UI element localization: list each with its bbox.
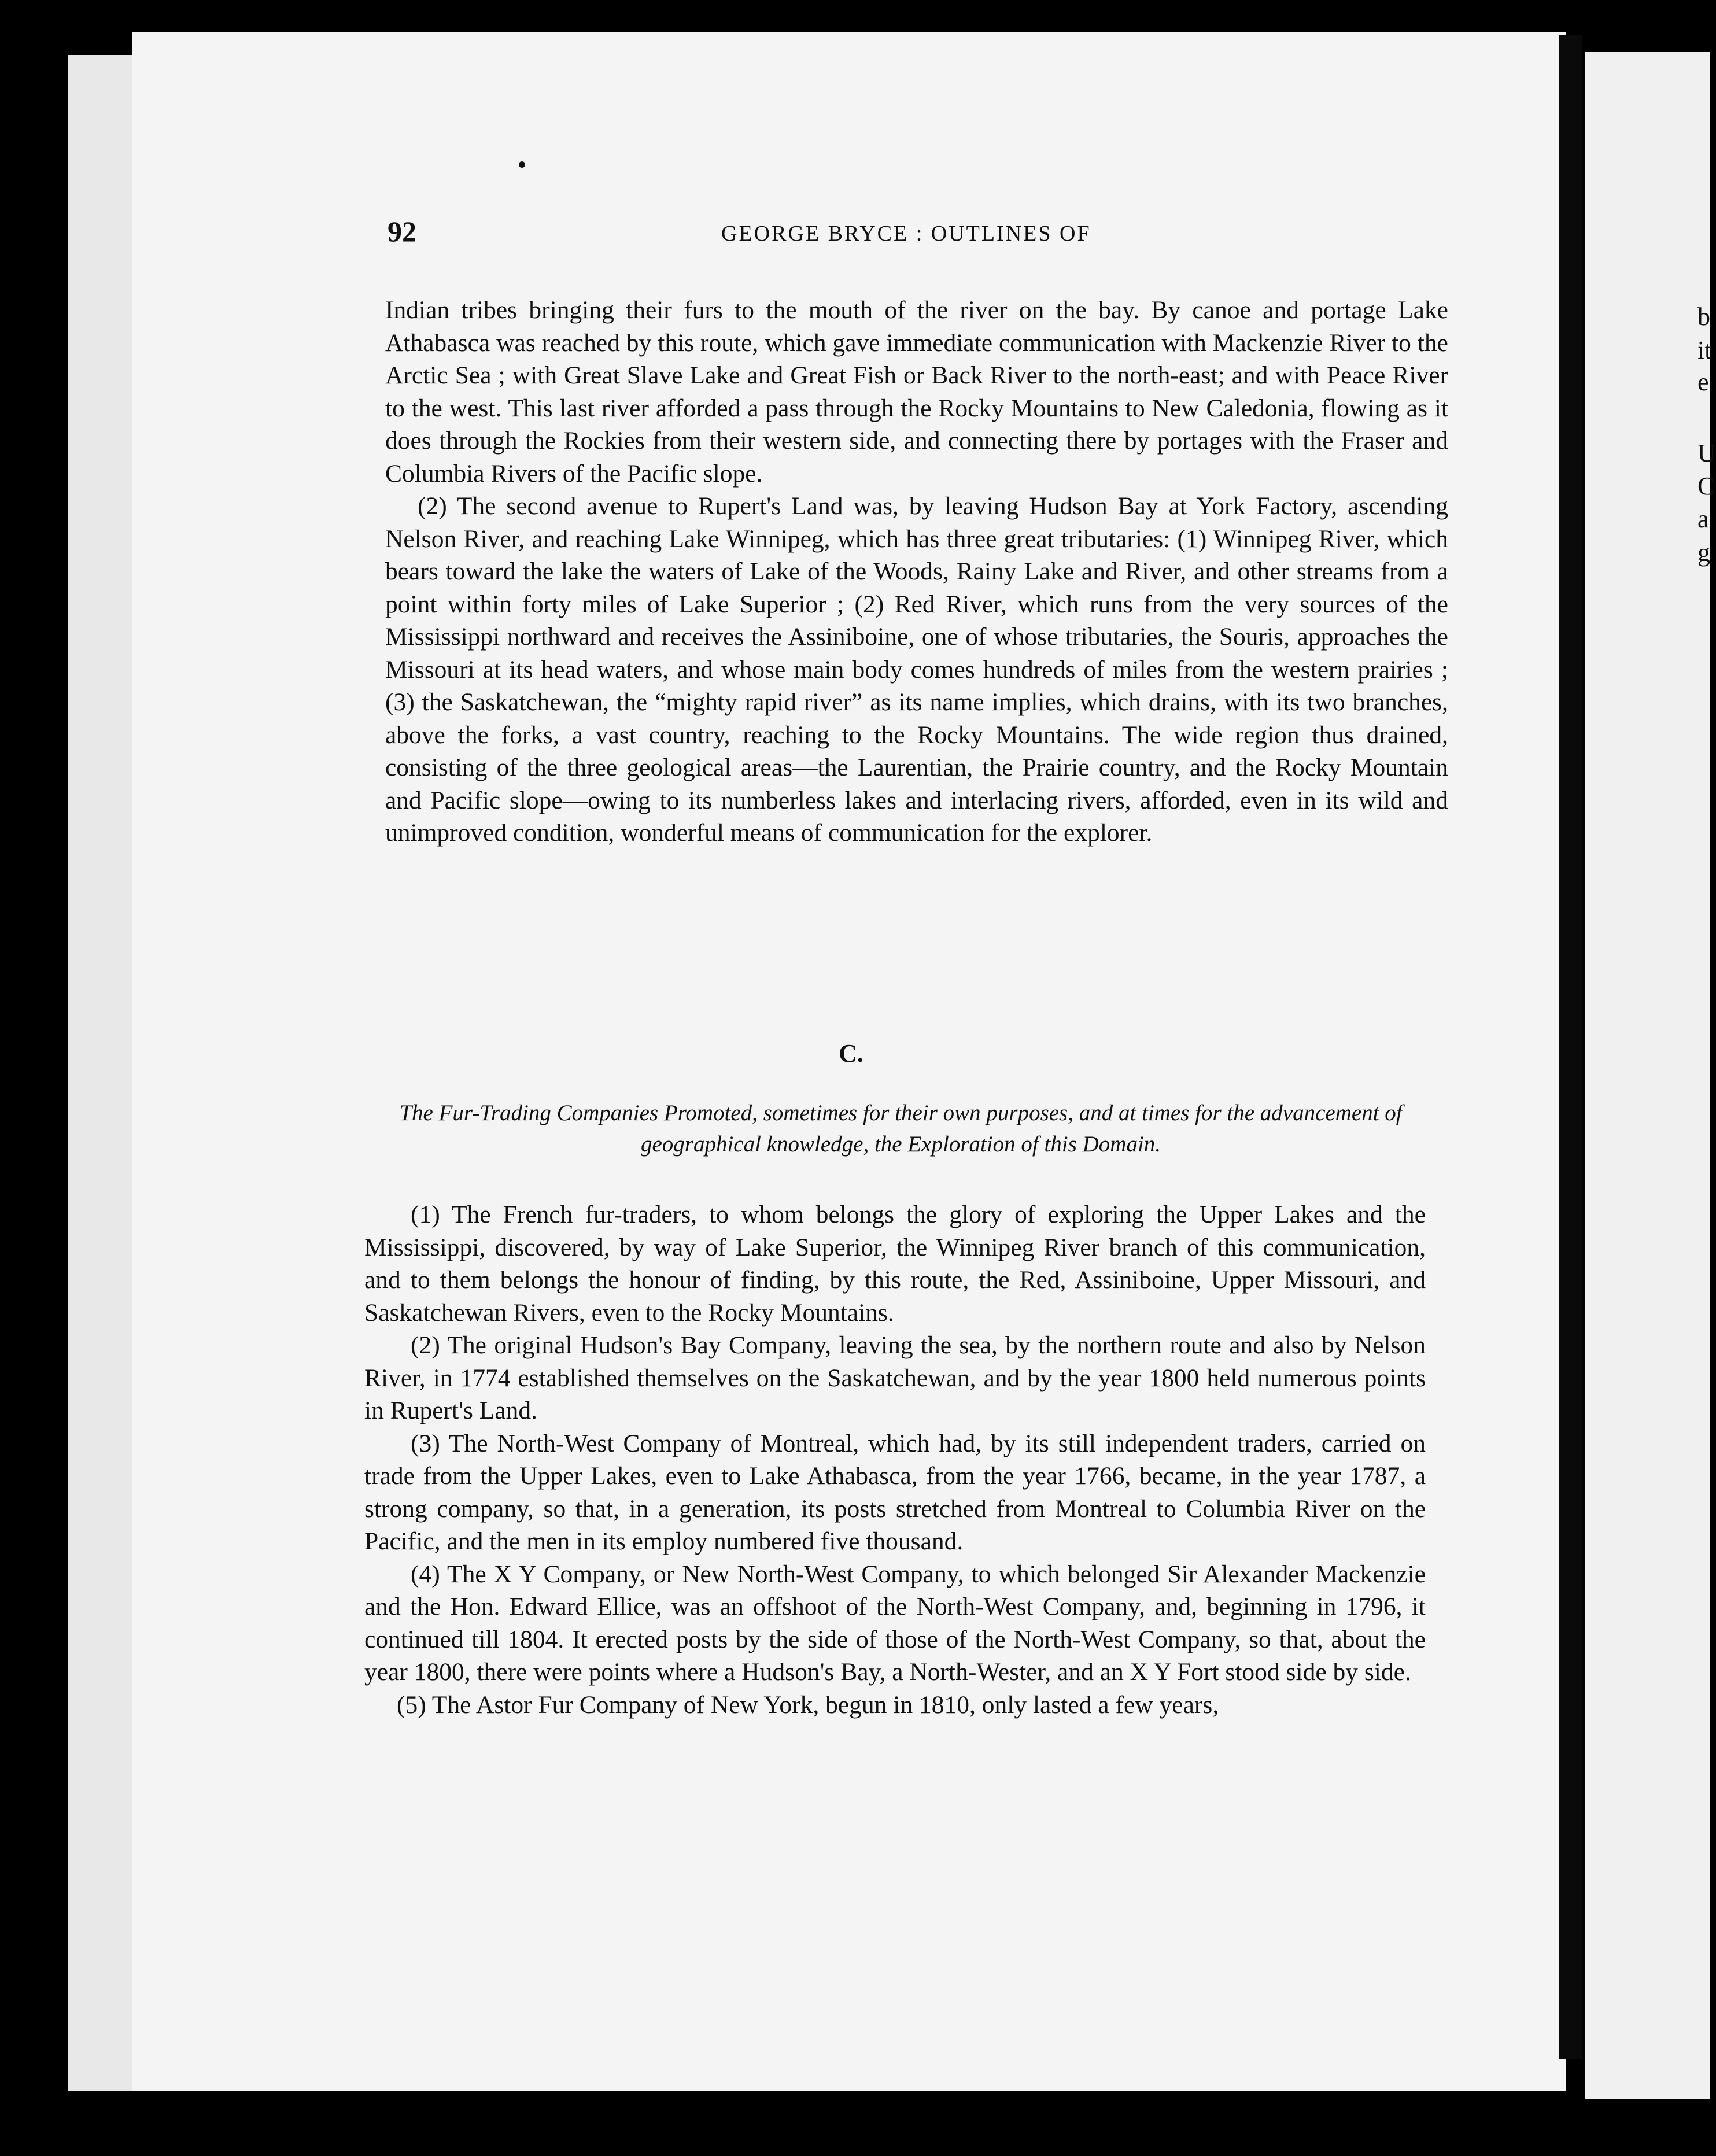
facing-page-fragment: g: [1697, 538, 1710, 567]
facing-page: [1585, 52, 1716, 2099]
facing-page-fragment: a: [1697, 505, 1709, 533]
ink-speck: [519, 161, 525, 168]
body-paragraph: (3) The North-West Company of Montreal, which had, by its still independent traders, carried on trade from the Upper Lakes, even to Lake Athabasca, from the year 1766, became, in the year 1787, a strong company, so that, in a generation, its posts stretched from Montreal to Columbia River on the Pacific, and the men in its employ numbered five thousand.: [364, 1429, 1426, 1555]
body-paragraph: (1) The French fur-traders, to whom belongs the glory of exploring the Upper Lakes and the Mississippi, discovered, by way of Lake Superior, the Winnipeg River branch of this communication, and to them belongs the honour of finding, by this route, the Red, Assiniboine, Upper Missouri, and Saskatchewan Rivers, even to the Rocky Mountains.: [364, 1201, 1426, 1327]
body-text-upper: [385, 294, 1448, 850]
facing-page-fragment: b: [1697, 302, 1710, 331]
running-head: GEORGE BRYCE : OUTLINES OF: [721, 221, 1091, 246]
body-paragraph: (2) The second avenue to Rupert's Land was, by leaving Hudson Bay at York Factory, ascending Nelson River, and reaching Lake Winnipeg, which has three great tributaries: (1) Winnipeg River, which bears toward the lake the waters of Lake of the Woods, Rainy Lake and River, and other streams from a point within forty miles of Lake Superior ; (2) Red River, which runs from the very sources of the Mississippi northward and receives the Assiniboine, one of whose tributaries, the Souris, approaches the Missouri at its head waters, and whose main body comes hundreds of miles from the western prairies ; (3) the Saskatchewan, the “mighty rapid river” as its name implies, which drains, with its two branches, above the forks, a vast country, reaching to the Rocky Mountains. The wide region thus drained, consisting of the three geological areas—the Laurentian, the Prairie country, and the Rocky Mountain and Pacific slope—owing to its numberless lakes and interlacing rivers, afforded, even in its wild and unimproved condition, wonderful means of communication for the explorer.: [385, 492, 1448, 847]
facing-page-fragment: it: [1697, 336, 1712, 364]
section-title: The Fur-Trading Companies Promoted, sometimes for their own purposes, and at times for the advancement of geographical knowledge, the Exploration of this Domain.: [399, 1101, 1403, 1157]
section-letter: C.: [839, 1039, 863, 1068]
body-paragraph: (4) The X Y Company, or New North-West Company, to which belonged Sir Alexander Mackenzie and the Hon. Edward Ellice, was an offshoot of the North-West Company, and, beginning in 1796, it continued till 1804. It erected posts by the side of those of the North-West Company, so that, about the year 1800, there were points where a Hudson's Bay, a North-Wester, and an X Y Fort stood side by side.: [364, 1560, 1426, 1686]
facing-page-fragment: e: [1697, 368, 1709, 396]
facing-page-fragment: C: [1697, 472, 1715, 500]
page-number: 92: [388, 215, 416, 248]
body-paragraph: (5) The Astor Fur Company of New York, begun in 1810, only lasted a few years,: [397, 1690, 1219, 1719]
body-paragraph: Indian tribes bringing their furs to the mouth of the river on the bay. By canoe and portage Lake Athabasca was reached by this route, which gave immediate communication with Mackenzie River to the Arctic Sea ; with Great Slave Lake and Great Fish or Back River to the north-east; and with Peace River to the west. This last river afforded a pass through the Rocky Mountains to New Caledonia, flowing as it does through the Rockies from their western side, and connecting there by portages with the Fraser and Columbia Rivers of the Pacific slope.: [385, 296, 1448, 488]
facing-page-fragment: U: [1697, 439, 1716, 467]
body-text-lower: [364, 1198, 1426, 1721]
body-paragraph: (2) The original Hudson's Bay Company, leaving the sea, by the northern route and also by Nelson River, in 1774 established themselves on the Saskatchewan, and by the year 1800 held numerous points in Rupert's Land.: [364, 1331, 1426, 1424]
book-gutter: [1559, 35, 1582, 2059]
